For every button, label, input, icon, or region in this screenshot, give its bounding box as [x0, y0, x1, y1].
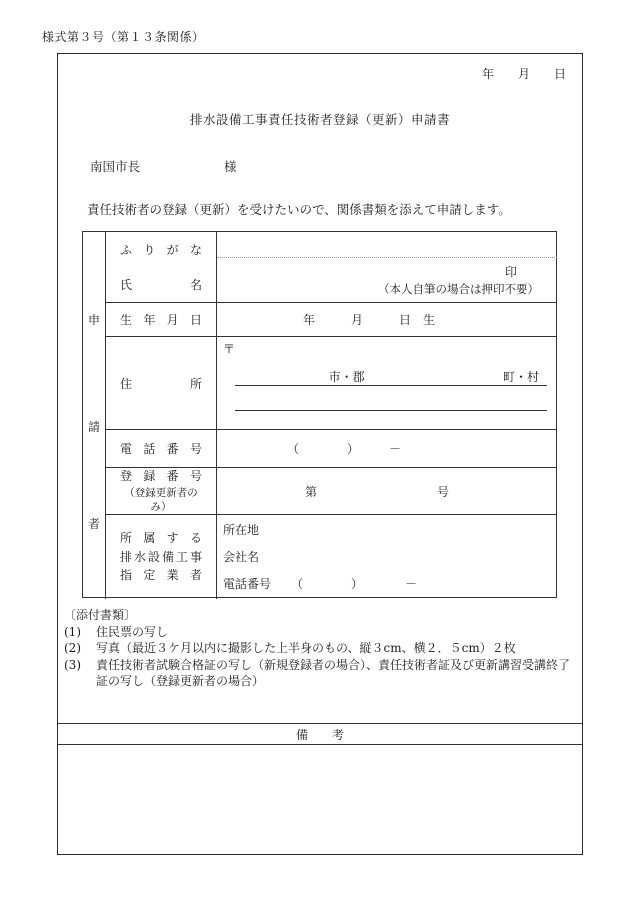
remarks-header-label: 備 考 [295, 727, 344, 742]
side-label-char: 者 [87, 517, 100, 531]
remarks-blank-area [58, 745, 582, 854]
addressee: 南国市長 [90, 159, 141, 174]
regno-sublabel: （登録更新者のみ） [124, 486, 198, 514]
company-label-line: 指定業者 [120, 568, 202, 583]
address-value-cell [217, 337, 557, 430]
birthdate-label-cell [106, 303, 217, 337]
phone-label-cell [106, 430, 217, 468]
regno-label: 登録番号 [120, 468, 202, 483]
addressee-row [90, 157, 237, 175]
phone-value-cell [217, 430, 557, 468]
attachment-item [64, 624, 576, 641]
attachment-item-text: 写真（最近３ケ月以内に撮影した上半身のもの、縦３cm、横２．５cm）２枚 [96, 641, 516, 655]
address-line-2 [235, 386, 547, 411]
company-phone-row [223, 575, 557, 592]
attachments-heading: 〔添付書類〕 [64, 608, 137, 622]
side-label-char: 請 [87, 420, 100, 434]
phone-blank: （ ） － [287, 442, 402, 456]
document-frame [57, 53, 583, 855]
company-location-label: 所在地 [223, 523, 260, 537]
company-value-cell [217, 515, 557, 599]
address-label-cell [106, 337, 217, 430]
company-phone-label: 電話番号 [223, 577, 272, 591]
name-label-cell [106, 232, 217, 303]
town-village-label: 町・村 [502, 370, 539, 384]
form-number: 様式第３号（第１３条関係） [42, 30, 205, 44]
seal-mark: 印 [504, 265, 517, 279]
attachment-item [64, 657, 576, 690]
company-label-line: 所属する [120, 531, 202, 546]
phone-label: 電話番号 [120, 442, 202, 456]
address-line-1 [235, 360, 547, 386]
birthdate-label: 生年月日 [120, 313, 202, 327]
date-line: 年 月 日 [481, 67, 566, 81]
addressee-honorific: 様 [224, 159, 237, 174]
name-value-cell [217, 232, 557, 303]
city-county-label: 市・郡 [328, 370, 365, 384]
attachment-item-number: (2) [64, 641, 81, 655]
remarks-header [57, 723, 583, 745]
regno-blank: 第 号 [304, 484, 449, 499]
company-label-cell [106, 515, 217, 599]
name-label: 氏名 [120, 278, 202, 292]
regno-value-cell [217, 468, 557, 515]
applicant-table [82, 231, 557, 598]
company-phone-blank: （ ） － [291, 577, 418, 591]
regno-label-cell [106, 468, 217, 515]
address-label: 住所 [120, 376, 202, 391]
birthdate-value-cell [217, 303, 557, 337]
postal-mark: 〒 [223, 342, 236, 356]
attachment-item-number: (1) [64, 624, 81, 639]
company-label-line: 排水設備工事 [120, 549, 202, 564]
attachment-item-text: 責任技術者試験合格証の写し（新規登録者の場合）、責任技術者証及び更新講習受講終了証の写し（登録更新者の場合） [96, 657, 571, 688]
furigana-label: ふりがな [120, 243, 202, 257]
page-title: 排水設備工事責任技術者登録（更新）申請書 [189, 112, 450, 127]
furigana-input-area [217, 232, 557, 258]
application-statement: 責任技術者の登録（更新）を受けたいので、関係書類を添えて申請します。 [87, 202, 511, 217]
birthdate-blank: 年 月 日 生 [302, 313, 435, 327]
attachments-section [64, 607, 576, 690]
company-name-label: 会社名 [223, 550, 260, 564]
name-input-area [217, 258, 557, 302]
attachment-item-text: 住民票の写し [96, 624, 169, 639]
side-label-char: 申 [87, 313, 100, 327]
seal-note: （本人自筆の場合は押印不要） [378, 282, 539, 296]
attachment-item [64, 640, 576, 657]
applicant-side-label [83, 232, 106, 599]
attachment-item-number: (3) [64, 657, 81, 672]
